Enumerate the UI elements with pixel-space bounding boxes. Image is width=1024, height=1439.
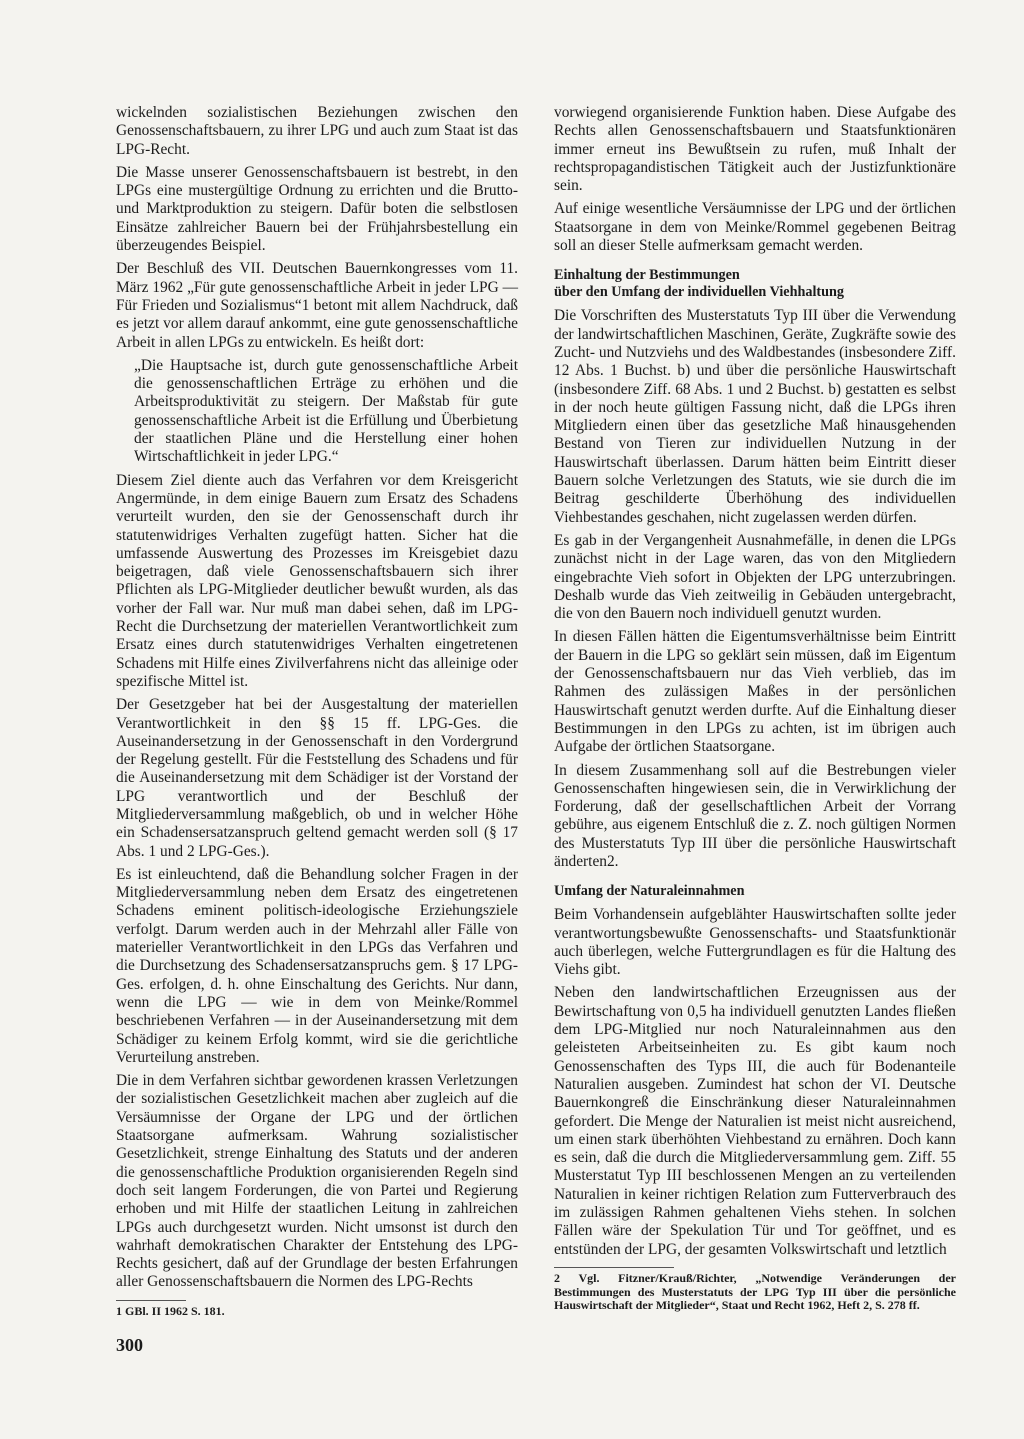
paragraph: Die in dem Verfahren sichtbar gewordenen krassen Verletzungen der sozialistischen Gesetzlichkeit machen aber zugleich auf die Versäumnisse der Organe der LPG und der örtlichen Staatsorgane aufmerksam. Wahrung sozialistischer Gesetzlichkeit, strenge Einhaltung des Statuts und der anderen die genossenschaftliche Produktion organisierenden Regeln sind doch seit langem Forderungen, die von Partei und Regierung erhoben und mit Hilfe der staatlichen Leitung in zahlreichen LPGs auch durchgesetzt wurden. Nicht umsonst ist durch den wahrhaft demokratischen Charakter der Entstehung des LPG-Rechts gesichert, daß auf der Grundlage der besten Erfahrungen aller Genossenschaftsbauern die Normen des LPG-Rechts xyxy=(116,1072,518,1291)
paragraph: Es ist einleuchtend, daß die Behandlung solcher Fragen in der Mitgliederversammlung neben dem Ersatz des eingetretenen Schadens eminent politisch-ideologische Erziehungsziele verfolgt. Darum werden auch in der Mehrzahl aller Fälle von materieller Verantwortlichkeit in den LPGs das Verfahren und die Durchsetzung des Schadensersatzanspruchs gem. § 17 LPG-Ges. erfolgen, d. h. ohne Einschaltung des Gerichts. Nur dann, wenn die LPG — wie in dem von Meinke/Rommel beschriebenen Verfahren — in der Auseinandersetzung mit dem Schädiger zu keinem Erfolg kommt, wird sie die gerichtliche Verurteilung anstreben. xyxy=(116,865,518,1066)
right-column xyxy=(554,104,956,1313)
paragraph: Der Beschluß des VII. Deutschen Bauernkongresses vom 11. März 1962 „Für gute genossenschaftliche Arbeit in jeder LPG — Für Frieden und Sozialismus“1 betont mit allem Nachdruck, daß es jetzt vor allem darauf ankommt, eine gute genossenschaftliche Arbeit in allen LPGs zu entwickeln. Es heißt dort: xyxy=(116,260,518,351)
paragraph: Die Masse unserer Genossenschaftsbauern ist bestrebt, in den LPGs eine mustergültige Ordnung zu errichten und die Brutto- und Marktproduktion zu steigern. Dafür boten die selbstlosen Einsätze zahlreicher Bauern bei der Frühjahrsbestellung ein überzeugendes Beispiel. xyxy=(116,163,518,255)
page-number: 300 xyxy=(116,1335,143,1355)
left-column xyxy=(116,104,518,1318)
section-heading-viehhaltung xyxy=(554,267,956,301)
paragraph: Neben den landwirtschaftlichen Erzeugnissen aus der Bewirtschaftung von 0,5 ha individuell genutzten Landes fließen dem LPG-Mitglied nur noch Naturaleinnahmen aus den geleisteten Arbeitseinheiten zu. Es gibt kaum noch Genossenschaften des Typs III, die auch für Bodenanteile Naturalien ausgeben. Zumindest hat schon der VI. Deutsche Bauernkongreß die Einschränkung dieser Naturaleinnahmen gefordert. Die Menge der Naturalien ist meist nicht ausreichend, um einen stark überhöhten Viehbestand zu ernähren. Doch kann es sein, daß die durch die Mitgliederversammlung gem. Ziff. 55 Musterstatut Typ III beschlossenen Mengen an zu verteilenden Naturalien in keiner richtigen Relation zum Futterverbrauch des im zulässigen Rahmen gehaltenen Viehs stehen. In solchen Fällen wäre der Spekulation Tür und Tor geöffnet, und es entstünden der LPG, der gesamten Volkswirtschaft und letztlich xyxy=(554,984,956,1258)
paragraph: Es gab in der Vergangenheit Ausnahmefälle, in denen die LPGs zunächst nicht in der Lage waren, das von den Mitgliedern eingebrachte Vieh sofort in Objekten der LPG unterzubringen. Deshalb wurde das Vieh zeitweilig in Gebäuden untergebracht, die von den Bauern noch individuell genutzt wurden. xyxy=(554,531,956,623)
paragraph: Diesem Ziel diente auch das Verfahren vor dem Kreisgericht Angermünde, in dem einige Bauern zum Ersatz des Schadens verurteilt wurden, den sie der Genossenschaft durch ihr statutenwidriges Verhalten zugefügt hatten. Sicher hat die umfassende Auswertung des Prozesses im Kreisgebiet dazu beigetragen, daß viele Genossenschaftsbauern sich ihrer Pflichten als LPG-Mitglieder deutlicher bewußt wurden, als das vorher der Fall war. Nur muß man dabei sehen, daß im LPG-Recht die Durchsetzung der materiellen Verantwortlichkeit zum Ersatz eines durch statutenwidriges Verhalten eingetretenen Schadens mit Hilfe eines Zivilverfahrens nicht das alleinige oder spezifische Mittel ist. xyxy=(116,471,518,690)
footnote-1: 1 GBl. II 1962 S. 181. xyxy=(116,1303,225,1318)
paragraph: Beim Vorhandensein aufgeblähter Hauswirtschaften sollte jeder verantwortungsbewußte Genossenschafts- und Staatsfunktionär auch überlegen, welche Futtergrundlagen es für die Haltung des Viehs gibt. xyxy=(554,906,956,979)
paragraph: Der Gesetzgeber hat bei der Ausgestaltung der materiellen Verantwortlichkeit in den §§ 15 ff. LPG-Ges. die Auseinandersetzung in der Genossenschaft in den Vordergrund der Regelung gestellt. Für die Feststellung des Schadens und für die Auseinandersetzung mit dem Schädiger ist der Vorstand der LPG verantwortlich und der Beschluß der Mitgliederversammlung maßgeblich, ob und in welcher Höhe ein Schadensersatzanspruch geltend gemacht werden soll (§ 17 Abs. 1 und 2 LPG-Ges.). xyxy=(116,696,518,860)
paragraph: In diesem Zusammenhang soll auf die Bestrebungen vieler Genossenschaften hingewiesen sein, die in Verwirklichung der Forderung, daß der gesellschaftlichen Arbeit der Vorrang gebühre, aus eigenem Entschluß die z. Z. noch gültigen Normen des Musterstatuts Typ III über die persönliche Hauswirtschaft änderten2. xyxy=(554,761,956,870)
paragraph: In diesen Fällen hätten die Eigentumsverhältnisse beim Eintritt der Bauern in die LPG so geklärt sein müssen, daß im Eigentum der Genossenschaftsbauern nur das Vieh verblieb, das im Rahmen des zulässigen Maßes in der persönlichen Hauswirtschaft genutzt werden durfte. Auf die Einhaltung dieser Bestimmungen in den LPGs zu achten, ist im übrigen auch Aufgabe der örtlichen Staatsorgane. xyxy=(554,628,956,756)
paragraph: vorwiegend organisierende Funktion haben. Diese Aufgabe des Rechts allen Genossenschaftsbauern und Staatsfunktionären immer erneut ins Bewußtsein zu rufen, muß Inhalt der rechtspropagandistischen Tätigkeit auch der Justizfunktionäre sein. xyxy=(554,104,956,195)
heading-line: Einhaltung der Bestimmungen xyxy=(554,267,740,284)
block-quote: „Die Hauptsache ist, durch gute genossenschaftliche Arbeit die genossenschaftlichen Erträge zu erhöhen und die Arbeitsproduktivität zu steigern. Der Maßstab für gute genossenschaftliche Arbeit ist die Erfüllung und Überbietung der staatlichen Pläne und die Herstellung einer hohen Wirtschaftlichkeit in jeder LPG.“ xyxy=(134,356,518,466)
footnote-divider xyxy=(554,1267,674,1268)
footnote-divider xyxy=(116,1300,186,1301)
section-heading-naturaleinnahmen: Umfang der Naturaleinnahmen xyxy=(554,883,745,900)
paragraph: Auf einige wesentliche Versäumnisse der LPG und der örtlichen Staatsorgane in dem von Meinke/Rommel gegebenen Beitrag soll an dieser Stelle aufmerksam gemacht werden. xyxy=(554,200,956,255)
paragraph: wickelnden sozialistischen Beziehungen zwischen den Genossenschaftsbauern, zu ihrer LPG und auch zum Staat ist das LPG-Recht. xyxy=(116,104,518,158)
footnote-2: 2 Vgl. Fitzner/Krauß/Richter, „Notwendige Veränderungen der Bestimmungen des Musterstatuts der LPG Typ III über die persönliche Hauswirtschaft der Mitglieder“, Staat und Recht 1962, Heft 2, S. 278 ff. xyxy=(554,1270,956,1313)
paragraph: Die Vorschriften des Musterstatuts Typ III über die Verwendung der landwirtschaftlichen Maschinen, Geräte, Zugkräfte sowie des Zucht- und Nutzviehs und des Waldbestandes (insbesondere Ziff. 12 Abs. 1 Buchst. b) und über die persönliche Hauswirtschaft (insbesondere Ziff. 68 Abs. 1 und 2 Buchst. b) gestatten es selbst in der noch heute gültigen Fassung nicht, daß die LPGs ihren Mitgliedern einen über das gesetzliche Maß hinausgehenden Bestand von Tieren zur individuellen Nutzung in der Hauswirtschaft überlassen. Darum hätten beim Eintritt dieser Bauern solche Verletzungen des Statuts, wie sie durch die im Beitrag geschilderte Überhöhung des individuellen Viehbestandes geschahen, nicht zugelassen werden dürfen. xyxy=(554,307,956,526)
heading-line: über den Umfang der individuellen Viehhaltung xyxy=(554,284,844,301)
